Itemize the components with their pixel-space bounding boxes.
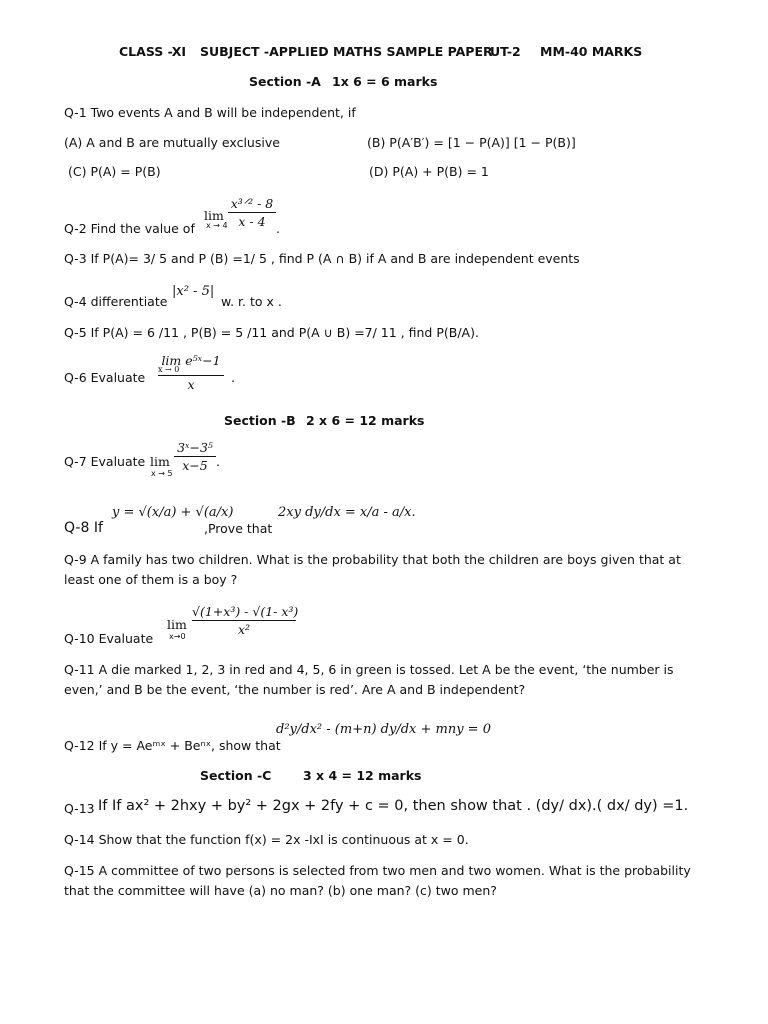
q7-fraction-bar	[174, 456, 216, 457]
q9-line1: Q-9 A family has two children. What is the probability that both the children are boys given that at	[64, 552, 681, 567]
q15-line1: Q-15 A committee of two persons is selected from two men and two women. What is the probability	[64, 863, 691, 878]
q10-denominator: x²	[237, 622, 251, 637]
q9-line2: least one of them is a boy ?	[64, 572, 238, 587]
q14-text: Q-14 Show that the function f(x) = 2x -IxI is continuous at x = 0.	[64, 832, 469, 847]
q13-text: If If ax² + 2hxy + by² + 2gx + 2fy + c = 0, then show that . (dy/ dx).( dx/ dy) =1.	[98, 798, 689, 814]
q7-lim-sub: x → 5	[151, 469, 173, 478]
q1-option-d: (D) P(A) + P(B) = 1	[369, 164, 489, 179]
q7-lim: lim	[150, 454, 170, 469]
q10-lim: lim	[167, 617, 187, 632]
section-a-marks: 1x 6 = 6 marks	[332, 74, 438, 89]
q13-label: Q-13	[64, 801, 95, 816]
q10-numerator: √(1+x³) - √(1- x³)	[192, 604, 299, 619]
q8-mid: ,Prove that	[204, 521, 273, 536]
q2-text: Q-2 Find the value of	[64, 221, 195, 236]
q7-numerator: 3ˣ−3⁵	[177, 440, 213, 455]
q6-text: Q-6 Evaluate	[64, 370, 146, 385]
q10-lim-sub: x→0	[169, 632, 186, 641]
q10-text: Q-10 Evaluate	[64, 631, 154, 646]
q8-lhs: y = √(x/a) + √(a/x)	[112, 505, 234, 520]
section-a-title: Section -A	[249, 74, 321, 89]
q8-text: Q-8 If	[64, 520, 103, 536]
q6-fraction-bar	[158, 375, 224, 376]
q7-end: .	[216, 454, 220, 469]
section-c-title: Section -C	[200, 768, 272, 783]
q11-line1: Q-11 A die marked 1, 2, 3 in red and 4, 5, 6 in green is tossed. Let A be the event, ‘the number is	[64, 662, 674, 677]
q1-option-c: (C) P(A) = P(B)	[68, 164, 161, 179]
q4-text: Q-4 differentiate	[64, 294, 168, 309]
section-b-marks: 2 x 6 = 12 marks	[306, 413, 425, 428]
q2-fraction-bar	[228, 212, 276, 213]
q2-lim: lim	[204, 208, 224, 223]
q6-numerator: lim e⁵ˣ−1	[161, 353, 221, 368]
q6-denominator: x	[187, 377, 195, 392]
q2-denominator: x - 4	[238, 214, 266, 229]
q10-fraction	[192, 604, 299, 637]
q6-lim-sub: x → 0	[158, 365, 180, 374]
q12-text: Q-12 If y = Aeᵐˣ + Beⁿˣ, show that	[64, 738, 281, 753]
q6-fraction	[158, 353, 224, 392]
q15-line2: that the committee will have (a) no man? (b) one man? (c) two men?	[64, 883, 497, 898]
q2-end: .	[276, 221, 280, 236]
q1-option-b: (B) P(A′B′) = [1 − P(A)] [1 − P(B)]	[367, 135, 576, 150]
q7-fraction	[174, 440, 216, 473]
q1-option-a: (A) A and B are mutually exclusive	[64, 135, 280, 150]
header-subject: SUBJECT -APPLIED MATHS SAMPLE PAPER	[200, 44, 493, 59]
q7-text: Q-7 Evaluate	[64, 454, 146, 469]
q1-text: Q-1 Two events A and B will be independent, if	[64, 105, 356, 120]
header-marks: MM-40 MARKS	[540, 44, 643, 59]
q10-fraction-bar	[192, 620, 296, 621]
header-class: CLASS -XI	[119, 44, 187, 59]
q11-line2: even,’ and B be the event, ‘the number is red’. Are A and B independent?	[64, 682, 526, 697]
q4-expression: |x² - 5|	[172, 284, 215, 299]
q2-numerator: x³ᐟ² - 8	[230, 196, 274, 211]
q5-text: Q-5 If P(A) = 6 /11 , P(B) = 5 /11 and P(A ∪ B) =7/ 11 , find P(B/A).	[64, 325, 479, 340]
q3-text: Q-3 If P(A)= 3/ 5 and P (B) =1/ 5 , find P (A ∩ B) if A and B are independent events	[64, 251, 580, 266]
section-c-marks: 3 x 4 = 12 marks	[303, 768, 422, 783]
q7-denominator: x−5	[182, 458, 208, 473]
q2-fraction	[228, 196, 276, 229]
q12-expression: d²y/dx² - (m+n) dy/dx + mny = 0	[276, 722, 491, 737]
section-b-title: Section -B	[224, 413, 296, 428]
q4-end: w. r. to x .	[221, 294, 282, 309]
q6-end: .	[231, 370, 235, 385]
header-unit: UT-2	[490, 44, 521, 59]
q8-rhs: 2xy dy/dx = x/a - a/x.	[278, 505, 416, 520]
q2-lim-sub: x → 4	[206, 221, 228, 230]
